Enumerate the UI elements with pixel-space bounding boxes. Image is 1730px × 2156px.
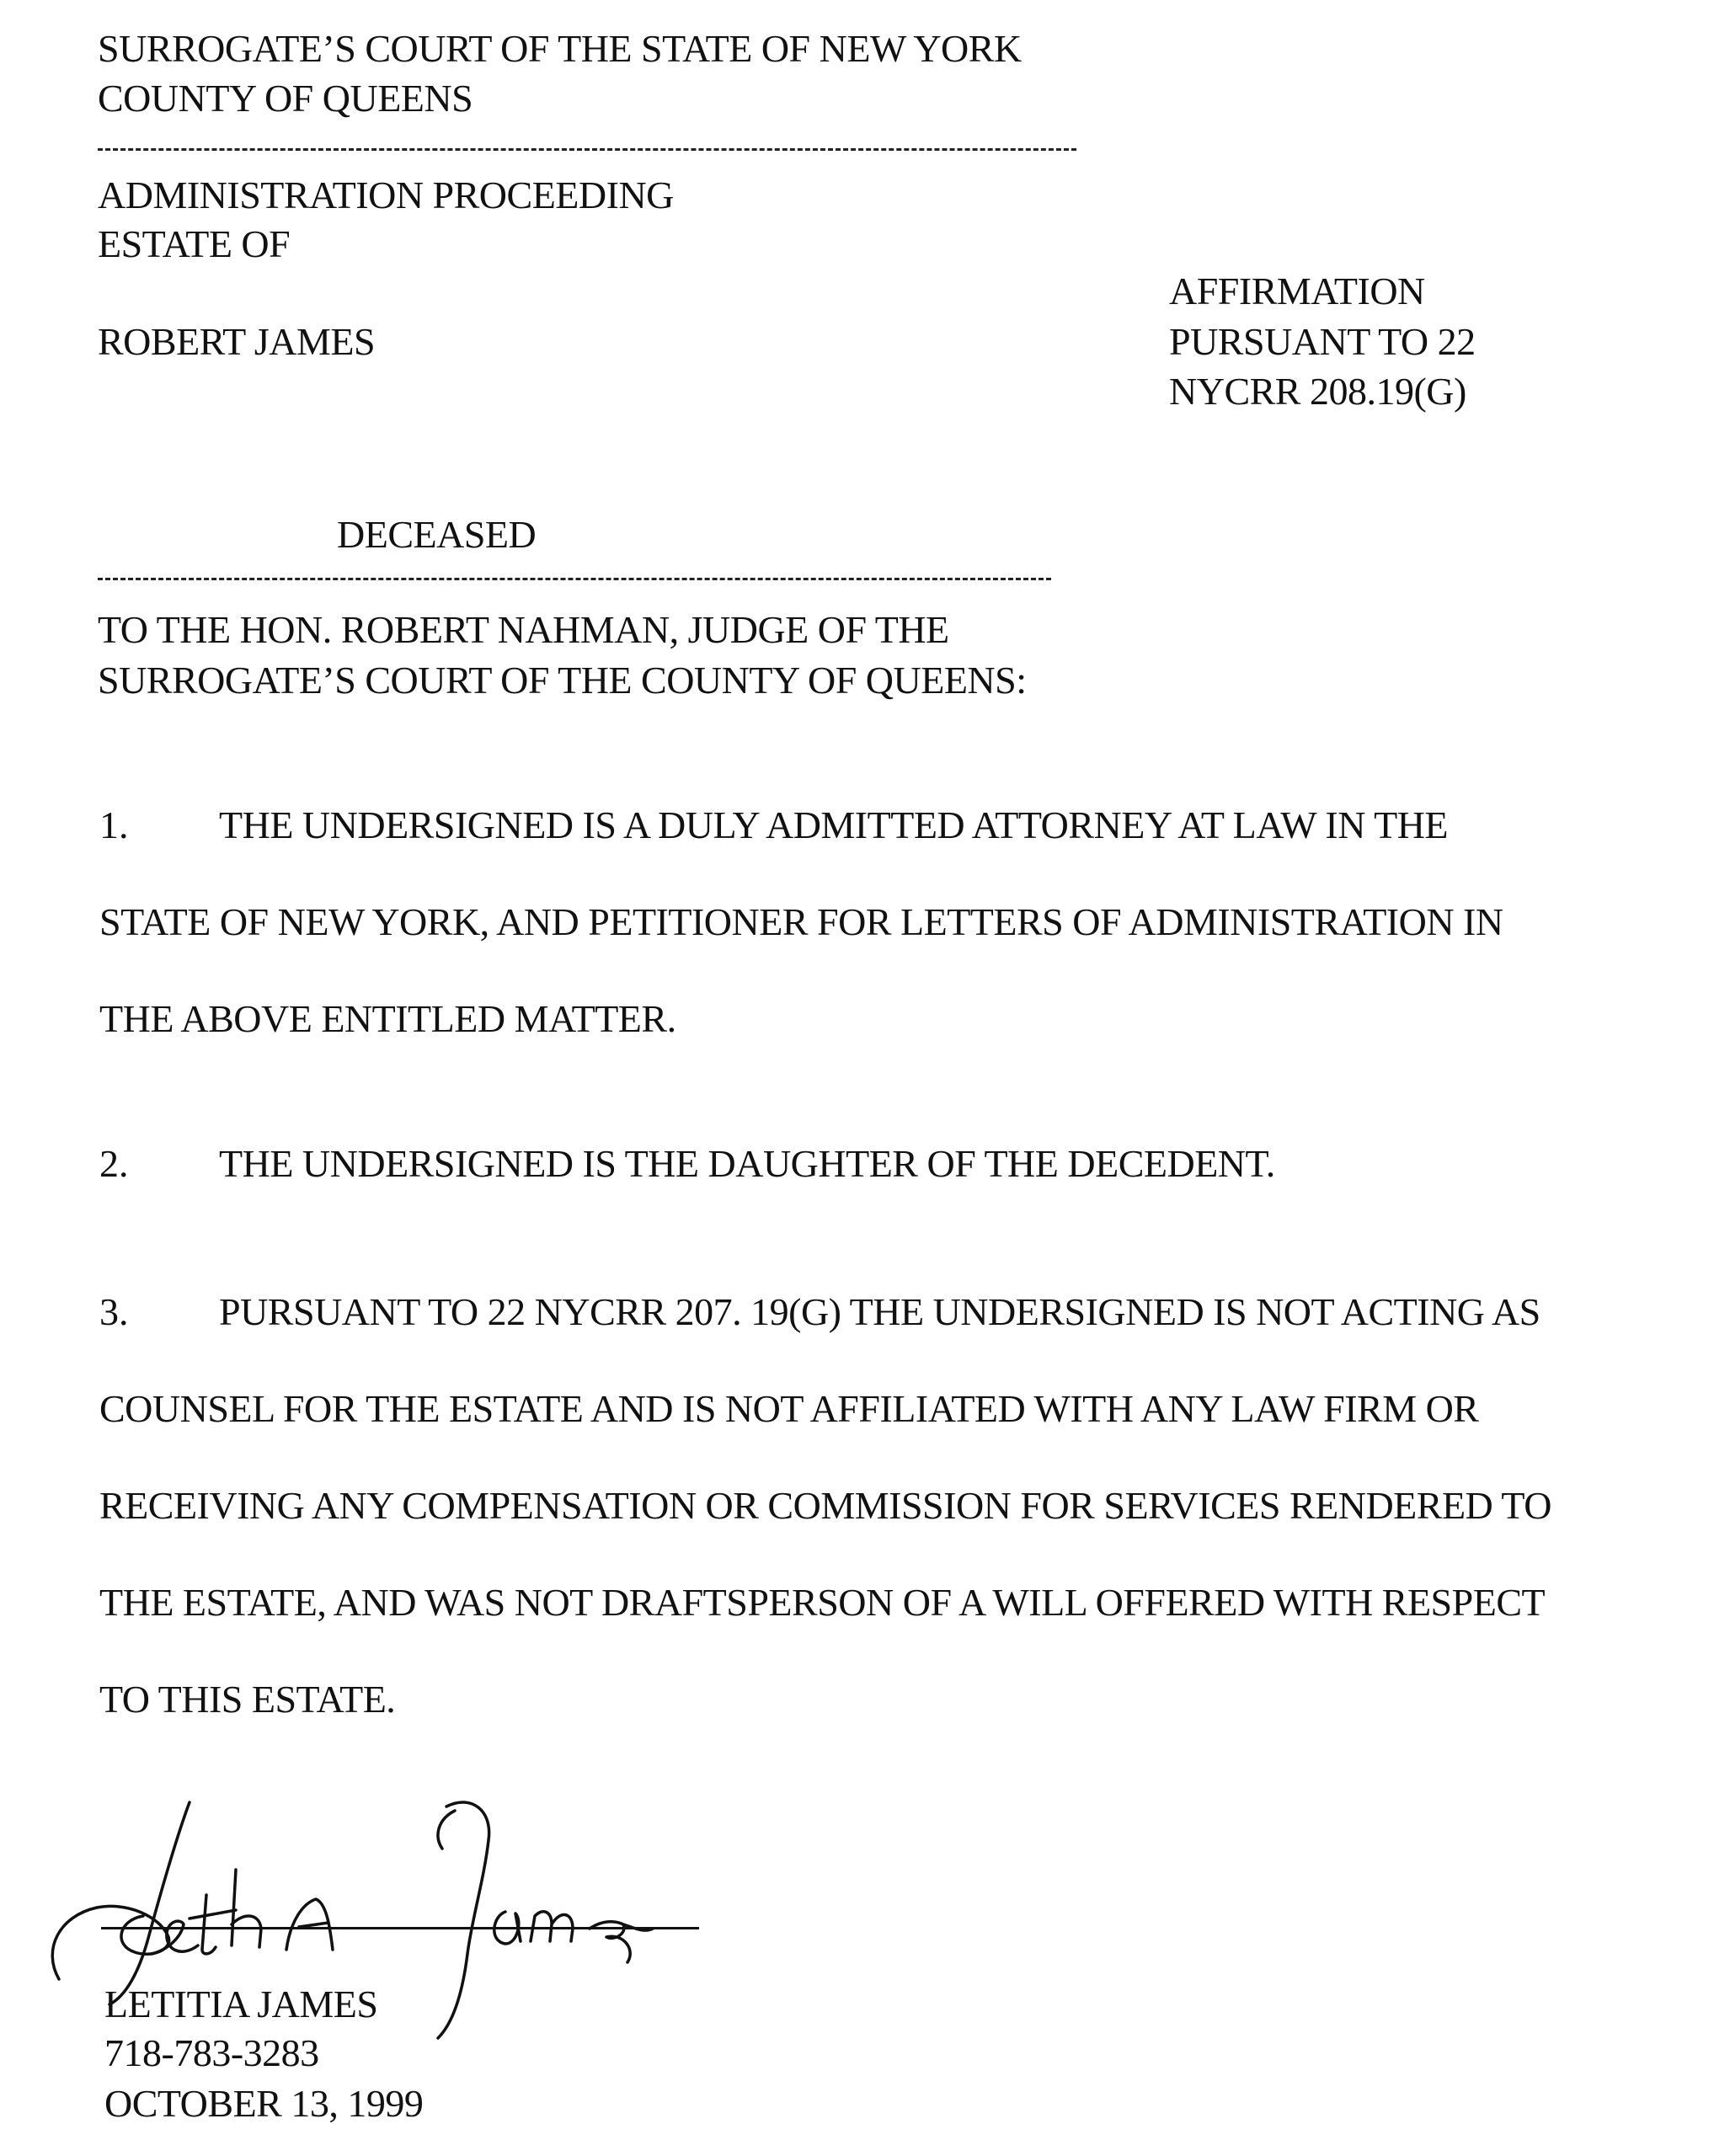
signer-name: LETITIA JAMES [104, 1983, 378, 2025]
paragraph-3-line2: COUNSEL FOR THE ESTATE AND IS NOT AFFILIATED WITH ANY LAW FIRM OR [99, 1387, 1479, 1430]
paragraph-3-line4: THE ESTATE, AND WAS NOT DRAFTSPERSON OF A WILL OFFERED WITH RESPECT [99, 1581, 1546, 1624]
paragraph-1-number: 1. [99, 803, 129, 846]
paragraph-2-line1: THE UNDERSIGNED IS THE DAUGHTER OF THE DECEDENT. [219, 1142, 1275, 1185]
paragraph-3-number: 3. [99, 1290, 129, 1333]
court-name: SURROGATE’S COURT OF THE STATE OF NEW YORK [98, 27, 1022, 70]
address-line1: TO THE HON. ROBERT NAHMAN, JUDGE OF THE [98, 608, 949, 651]
address-line2: SURROGATE’S COURT OF THE COUNTY OF QUEENS: [98, 659, 1027, 702]
caption-divider-bottom [98, 578, 1051, 580]
document-title-line1: AFFIRMATION [1169, 270, 1425, 312]
signer-phone: 718-783-3283 [104, 2031, 319, 2074]
signature-date: OCTOBER 13, 1999 [104, 2082, 424, 2125]
paragraph-2-number: 2. [99, 1142, 129, 1185]
deceased-label: DECEASED [337, 513, 537, 556]
paragraph-3-line3: RECEIVING ANY COMPENSATION OR COMMISSION FOR SERVICES RENDERED TO [99, 1484, 1551, 1527]
document-title-line3: NYCRR 208.19(G) [1169, 370, 1466, 413]
paragraph-3-line1: PURSUANT TO 22 NYCRR 207. 19(G) THE UNDERSIGNED IS NOT ACTING AS [219, 1290, 1540, 1333]
estate-of-label: ESTATE OF [98, 222, 291, 265]
decedent-name: ROBERT JAMES [98, 320, 376, 363]
paragraph-3-line5: TO THIS ESTATE. [99, 1678, 396, 1721]
caption-divider-top [98, 148, 1076, 151]
paragraph-1-line2: STATE OF NEW YORK, AND PETITIONER FOR LETTERS OF ADMINISTRATION IN [99, 900, 1503, 943]
paragraph-1-line3: THE ABOVE ENTITLED MATTER. [99, 997, 676, 1040]
paragraph-1-line1: THE UNDERSIGNED IS A DULY ADMITTED ATTORNEY AT LAW IN THE [219, 803, 1449, 846]
signature-line [101, 1927, 699, 1929]
court-county: COUNTY OF QUEENS [98, 77, 473, 120]
proceeding-type: ADMINISTRATION PROCEEDING [98, 173, 674, 216]
document-title-line2: PURSUANT TO 22 [1169, 320, 1476, 363]
